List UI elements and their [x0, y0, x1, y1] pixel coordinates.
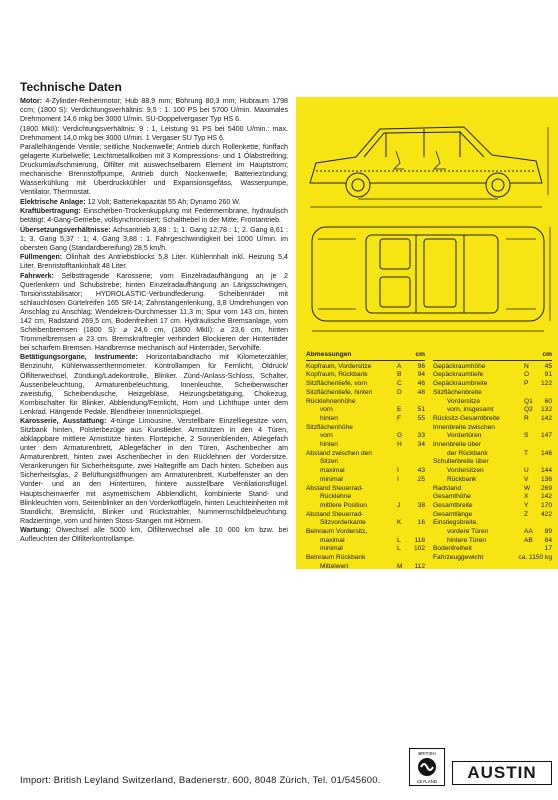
dimension-value: 33 — [417, 432, 425, 440]
dimension-value: 94 — [417, 371, 425, 379]
dimension-letter: K — [397, 519, 402, 527]
british-leyland-logo-icon — [409, 748, 445, 786]
spec-body: 4-Zylinder-Reihenmotor; Hub 88,9 mm; Bohrung 80,3 mm; Hubraum 1798 ccm; (1800 S): Verdichtungsverhältnis: 9,5 : 1. 100 PS bei 5700 U/min. Maximales Drehmoment 14,6 mkg bei 3000 U/min. SU-Doppelvergaser Typ HS 6. — [20, 97, 288, 124]
dimension-letter: AA — [524, 528, 533, 536]
dimension-row — [306, 511, 425, 520]
dimension-row — [433, 485, 552, 494]
spec-body: Ölinhalt des Antriebsblocks 5,8 Liter. Kühlerinhalt inkl. Heizung 5,4 Liter. Brennstofftankinhalt 48 Liter. — [20, 253, 288, 271]
dimension-row — [306, 493, 425, 502]
dimension-row — [433, 467, 552, 476]
dimension-letter: F — [397, 414, 402, 422]
dimension-value: 38 — [417, 501, 425, 509]
dimension-label: hintere Türen — [447, 536, 487, 544]
car-dimension-drawing — [296, 99, 558, 344]
dimension-label: Gepäckraumtiefe — [433, 371, 484, 379]
dimension-row — [433, 545, 552, 554]
spec-body: Selbsttragende Karosserie; vorn Einzelradaufhängung an je 2 Querlenkern und Schubstrebe; hinten Einzelradaufhängung an Längsschwingen, Torsionsstabilisator; HYDROLASTIC-Verbundfederung. Scheibenräder mit schlauchlosen Gürtelreifen 165 SR-14; Zahnstangenlenkung, 3,8 Umdrehungen von Anschlag zu Anschlag; Wendekreis-Durchmesser 11,3 m; Spur vorn 143 cm, hinten 142 cm, Radstand 269,5 cm, Bodenfreiheit 17 cm. Hydraulische Bremsanlage, vorn Scheibenbremsen (1800 S): ⌀ 24,6 cm, (1800 MkII): ⌀ 23,6 cm, hinten Trommelbremsen ⌀ 23 cm. Bremskraftregler verhindert Blockieren der Hinterräder bei scharfem Bremsen. Handbremse mechanisch auf Hinterräder, Servohilfe. — [20, 271, 288, 352]
dimensions-header — [306, 351, 425, 361]
footer-import-address: Import: British Leyland Switzerland, Badenerstr. 600, 8048 Zürich, Tel. 01/545600. — [20, 775, 381, 786]
spec-chassis — [20, 272, 288, 353]
spec-electrics — [20, 198, 288, 207]
dimension-row — [306, 537, 425, 546]
dimension-letter: J — [397, 501, 401, 509]
dimension-label: vorn — [320, 406, 333, 414]
dimensions-header-unit: cm — [415, 351, 425, 358]
dimension-letter: E — [397, 406, 402, 414]
dimensions-header-label: Abmessungen — [306, 351, 352, 358]
dimension-value: 146 — [540, 449, 552, 457]
dimension-row — [433, 476, 552, 485]
dimension-row — [306, 415, 425, 424]
dimension-label: Rückbank — [447, 475, 477, 483]
dimension-letter: L — [397, 536, 401, 544]
spec-heading: Motor: — [20, 97, 43, 105]
dimension-letter: O — [524, 371, 530, 379]
dimension-label: Abstand zwischen den — [306, 449, 372, 457]
dimension-label: Einstiegsbreite, — [433, 519, 479, 527]
dimension-value: 136 — [540, 475, 552, 483]
dimension-value: 51 — [417, 406, 425, 414]
spec-heading: Betätigungsorgane, Instrumente: — [20, 353, 138, 362]
spec-heading: Wartung: — [20, 526, 51, 535]
dimension-value: 132 — [540, 406, 552, 414]
dimension-value: 89 — [544, 528, 552, 536]
dimension-letter: R — [524, 414, 529, 422]
dimension-label: Abstand Steuerrad- — [306, 484, 364, 492]
dimension-letter: T — [524, 449, 529, 457]
dimension-value: 48 — [417, 388, 425, 396]
spec-text — [20, 97, 288, 545]
dimension-value: 96 — [417, 362, 425, 370]
dimension-label: Sitzen — [320, 458, 339, 466]
dimension-value: 147 — [540, 432, 552, 440]
dimension-label: Beinraum Vordersitz, — [306, 528, 368, 536]
dimension-label: mittlere Position — [320, 501, 367, 509]
spec-body: Horizontalbandtacho mit Kilometerzähler, Benzinuhr, Kühlerwasserthermometer. Kontrollampen für Fernlicht, Öldruck/Ölfilterwechsel, Zündung/Ladekontrolle, Blinker. Zünd-/Anlass-Schloss, Schalter, Aussenbeleuchtung, Armaturenbeleuchtung, Innenleuchte, Scheibenwischer zweistufig, Scheibendusche, Heizgebläse, Heizungsbetätigung, Chokezug, Kombischalter für Blinker, Abblendung/Fernlicht, Horn und Lichthupe unter dem Lenkrad. Hängende Pedale. Blendfreier Innenrückspiegel. — [20, 353, 288, 416]
dimension-label: vordere Türen — [447, 528, 489, 536]
badge-top-text: BRITISH — [418, 751, 436, 756]
dimension-row — [433, 389, 552, 398]
dimension-letter: D — [397, 388, 402, 396]
dimension-label: Vordertüren — [447, 432, 482, 440]
spec-mk2 — [20, 125, 288, 143]
dimension-value: 25 — [417, 475, 425, 483]
dimension-label: minimal — [320, 475, 343, 483]
spec-body: 4-türige Limousine. Verstellbare Einzelliegesitze vorn, Sitzbank hinten, Polsterbezüge aus Kunstleder. Armstützen in den 4 Türen, abklappbare mittlere Armstütze hinten. Flortepiche, 2 Sonnenblenden, Ablegefach unter dem Armaturenbrett, Ablegefächer in den Türen, Aschenbecher am Armaturenbrett, hinten zwei Aschenbecher in den Rücklehnen der Vordersitze. Verankerungen für Sicherheitsgurte, zwei Haltegriffe am Dach hinten. Scheiben aus Sicherheitsglas, 2 Belüftungsöffnungen am Armaturenbrett, Kurbelfenster an den Vorder- und an den Hintertüren, hintere ausstellbare Ventilationsflügel. Hauptscheinwerfer mit asymetrischem Abblendlicht, kombinierte Stand- und Blinkleuchten vorn, Seitenblinker an den Vorderkotflügeln, hinten Leuchteinheiten mit Standlicht, Bremslicht, Blinker und Rückstrahler, Nummernschildbeleuchtung. Radzierringe, vorn und hinten Stoss-Stangen mit Hörnern. — [20, 417, 288, 525]
dimension-value: 91 — [544, 371, 552, 379]
dimension-letter: AB — [524, 536, 533, 544]
dimension-value: 84 — [544, 536, 552, 544]
spec-body: (1800 MkII): Verdichtungsverhältnis: 9 : 1, Leistung 91 PS bei 5400 U/min.: max. Drehmoment 14,0 mkg bei 3000 U/min. 1 Vergaser SU Typ HS 6. — [20, 124, 288, 142]
dimension-value: 34 — [417, 441, 425, 449]
dimension-letter: X — [524, 493, 529, 501]
dimension-value: 142 — [540, 493, 552, 501]
dimension-row — [433, 371, 552, 380]
spec-maintenance — [20, 526, 288, 544]
dimension-value: 112 — [414, 562, 425, 570]
dimensions-right-column — [433, 351, 552, 572]
dimension-label: Kopfraum, Vordersitze — [306, 362, 372, 370]
dimensions-header-right — [433, 351, 552, 361]
spec-heading: Elektrische Anlage: — [20, 197, 86, 206]
dimension-label: Rücklehnenhöhe — [306, 397, 356, 405]
dimension-row — [306, 398, 425, 407]
dimension-label: Fahrzeuggewicht — [433, 554, 484, 562]
dimension-label: Sitzflächenhöhe — [306, 423, 353, 431]
spec-body: Ölwechsel alle 5000 km, Ölfilterwechsel alle 10 000 km bzw. bei Aufleuchten der Ölfilterkontrollampe. — [20, 526, 288, 544]
dimension-letter: S — [524, 432, 529, 440]
dimension-row — [433, 519, 552, 528]
dimension-letter: P — [524, 380, 529, 388]
dimension-row — [306, 545, 425, 554]
dimension-row — [306, 554, 425, 563]
dimension-letter: I — [397, 475, 399, 483]
dimension-row — [433, 424, 552, 433]
dimension-row — [306, 458, 425, 467]
dimension-row — [433, 363, 552, 372]
dimension-row — [306, 476, 425, 485]
dimension-label: Bodenfreiheit — [433, 545, 472, 553]
dimension-value: 45 — [544, 362, 552, 370]
dimension-row — [433, 493, 552, 502]
dimension-row — [306, 424, 425, 433]
dimension-label: Radstand — [433, 484, 462, 492]
dimension-row — [433, 450, 552, 459]
dimension-row — [433, 432, 552, 441]
dimension-row — [433, 528, 552, 537]
dimension-label: Gesamthöhe — [433, 493, 471, 501]
dimension-value: 269 — [540, 484, 552, 492]
dimension-value: 144 — [540, 467, 552, 475]
dimension-row — [306, 371, 425, 380]
dimension-letter: B — [397, 371, 402, 379]
dimensions-header-unit: cm — [542, 351, 552, 358]
dimension-label: vorn, insgesamt — [447, 406, 494, 414]
dimension-value: 17 — [544, 545, 552, 553]
dimension-row — [306, 450, 425, 459]
badge-bottom-text: LEYLAND — [416, 779, 438, 784]
dimension-value: 46 — [417, 380, 425, 388]
dimension-value: 43 — [417, 467, 425, 475]
dimension-label: Rücklehne — [320, 493, 352, 501]
dimension-row — [306, 432, 425, 441]
dimension-letter: L — [397, 545, 401, 553]
dimension-row — [306, 502, 425, 511]
spec-controls — [20, 353, 288, 416]
dimension-row — [306, 519, 425, 528]
dimension-label: Innenbreite zwischen — [433, 423, 495, 431]
dimension-label: minimal — [320, 545, 343, 553]
dimension-value: ca. 1150 kg — [518, 554, 552, 562]
dimension-label: vorn — [320, 432, 333, 440]
dimension-row — [433, 398, 552, 407]
dimension-letter: U — [524, 467, 529, 475]
dimension-label: Gepäckraumhöhe — [433, 362, 486, 370]
dimension-label: Gesamtlänge — [433, 510, 473, 518]
dimension-value: 118 — [414, 536, 425, 544]
dimension-value: 422 — [540, 510, 552, 518]
dimension-value: 16 — [417, 519, 425, 527]
car-side-view — [310, 127, 542, 197]
dimension-value: 55 — [417, 414, 425, 422]
dimensions-left-column — [306, 351, 425, 572]
page-title: Technische Daten — [20, 80, 122, 94]
dimension-letter: Y — [524, 501, 529, 509]
spec-heading: Übersetzungsverhältnisse: — [20, 225, 111, 234]
dimension-letter: I — [397, 467, 399, 475]
dimension-row — [306, 363, 425, 372]
dimension-label: Vordersitzen — [447, 467, 484, 475]
dimension-row — [433, 441, 552, 450]
dimension-row — [306, 467, 425, 476]
dimension-letter: W — [524, 484, 531, 492]
dimension-value: 102 — [413, 545, 425, 553]
dimension-label: Abstand Steuerrad- — [306, 510, 364, 518]
dimension-label: Gesamtbreite — [433, 501, 473, 509]
dimension-row — [306, 406, 425, 415]
spec-capacities — [20, 253, 288, 271]
dimension-value: 142 — [540, 414, 552, 422]
dimension-row — [306, 380, 425, 389]
spec-transmission — [20, 207, 288, 225]
dimension-letter: V — [524, 475, 529, 483]
dimension-letter: H — [397, 441, 402, 449]
dimension-label: maximal — [320, 536, 345, 544]
dimension-label: der Rückbank — [447, 449, 488, 457]
dimension-letter: G — [397, 432, 403, 440]
dimension-label: Sitzflächentiefe, hinten — [306, 388, 373, 396]
dimension-value: 170 — [540, 501, 552, 509]
dimension-label: maximal — [320, 467, 345, 475]
spec-heading: Füllmengen: — [20, 253, 63, 262]
dimension-row — [433, 554, 552, 563]
dimension-letter: Q1 — [524, 397, 533, 405]
spec-heading: Karosserie, Ausstattung: — [20, 417, 107, 426]
dimension-label: Sitzvorderkante — [320, 519, 366, 527]
dimension-row — [306, 389, 425, 398]
dimension-label: Innenbreite über — [433, 441, 482, 449]
dimension-value: 122 — [540, 380, 552, 388]
spec-motor — [20, 97, 288, 124]
dimension-letter: C — [397, 380, 402, 388]
dimension-row — [306, 485, 425, 494]
dimension-label: Sitzflächentiefe, vorn — [306, 380, 368, 388]
dimension-letter: Q2 — [524, 406, 533, 414]
dimension-label: hinten — [320, 414, 338, 422]
car-plan-view — [312, 227, 544, 321]
dimension-row — [433, 415, 552, 424]
spec-body: Einscheiben-Trockenkupplung mit Federmembrane, hydraulisch betätigt; 4-Gang-Getriebe, vollsynchronisiert; Schalthebel in der Mitte; Frontantrieb. — [20, 207, 288, 225]
spec-body: Parallelhängende Ventile; seitliche Nockenwelle; Antrieb durch Rollenkette; fünffach gelagerte Kurbelwelle; Leichtmetallkolben mit 3 Kompressions- und 1 Ölabstreifring; Druckumlaufschmierung, Ölfilter mit auswechselbarem Element im Hauptstrom; mechanische Brennstoffpumpe, Antrieb durch Nockenwelle; Batteriezündung; Wasserkühlung mit Überdruckkühler und Expansionsgefäss, Wasserpumpe, Ventilator, Thermostat. — [20, 143, 288, 197]
spec-body: Achsantrieb 3,88 : 1; 1. Gang 12,78 : 1; 2. Gang 8,61 : 1; 3. Gang 5,37 : 1; 4. Gang 3,88 : 1. Fahrgeschwindigkeit bei 1000 U/min. im obersten Gang (Standardbereifung) 28,5 km/h. — [20, 225, 288, 252]
dimension-row — [433, 458, 552, 467]
dimension-label: Vordersitze — [447, 397, 480, 405]
dimension-label: Sitzflächenbreite — [433, 388, 482, 396]
dimension-label: Kopfraum, Rückbank — [306, 371, 368, 379]
dimension-label: Beinraum Rückbank — [306, 554, 366, 562]
dimension-row — [433, 380, 552, 389]
dimension-letter: A — [397, 362, 402, 370]
dimension-label: Schulterbreite über — [433, 458, 489, 466]
dimension-row — [433, 537, 552, 546]
spec-heading: Fahrwerk: — [20, 271, 54, 280]
dimension-row — [433, 511, 552, 520]
dimension-row — [433, 406, 552, 415]
spec-body-equipment — [20, 417, 288, 526]
spec-valves — [20, 143, 288, 197]
spec-heading: Kraftübertragung: — [20, 207, 81, 216]
dimensions-table — [306, 351, 552, 572]
spec-ratios — [20, 226, 288, 253]
dimension-row — [306, 563, 425, 572]
dimension-label: Mittelwert — [320, 562, 349, 570]
dimension-row — [433, 502, 552, 511]
dimension-letter: Z — [524, 510, 529, 518]
dimension-letter: M — [397, 562, 403, 570]
dimension-letter: N — [524, 362, 529, 370]
dimension-row — [306, 528, 425, 537]
dimension-value: 60 — [544, 397, 552, 405]
dimension-label: Gepäckraumbreite — [433, 380, 488, 388]
spec-body: 12 Volt; Batteriekapazität 55 Ah; Dynamo 260 W. — [87, 197, 241, 206]
dimension-label: Rücksitz-Gesamtbreite — [433, 414, 500, 422]
austin-logo: AUSTIN — [452, 761, 552, 785]
dimension-label: hinten — [320, 441, 338, 449]
dimension-row — [306, 441, 425, 450]
